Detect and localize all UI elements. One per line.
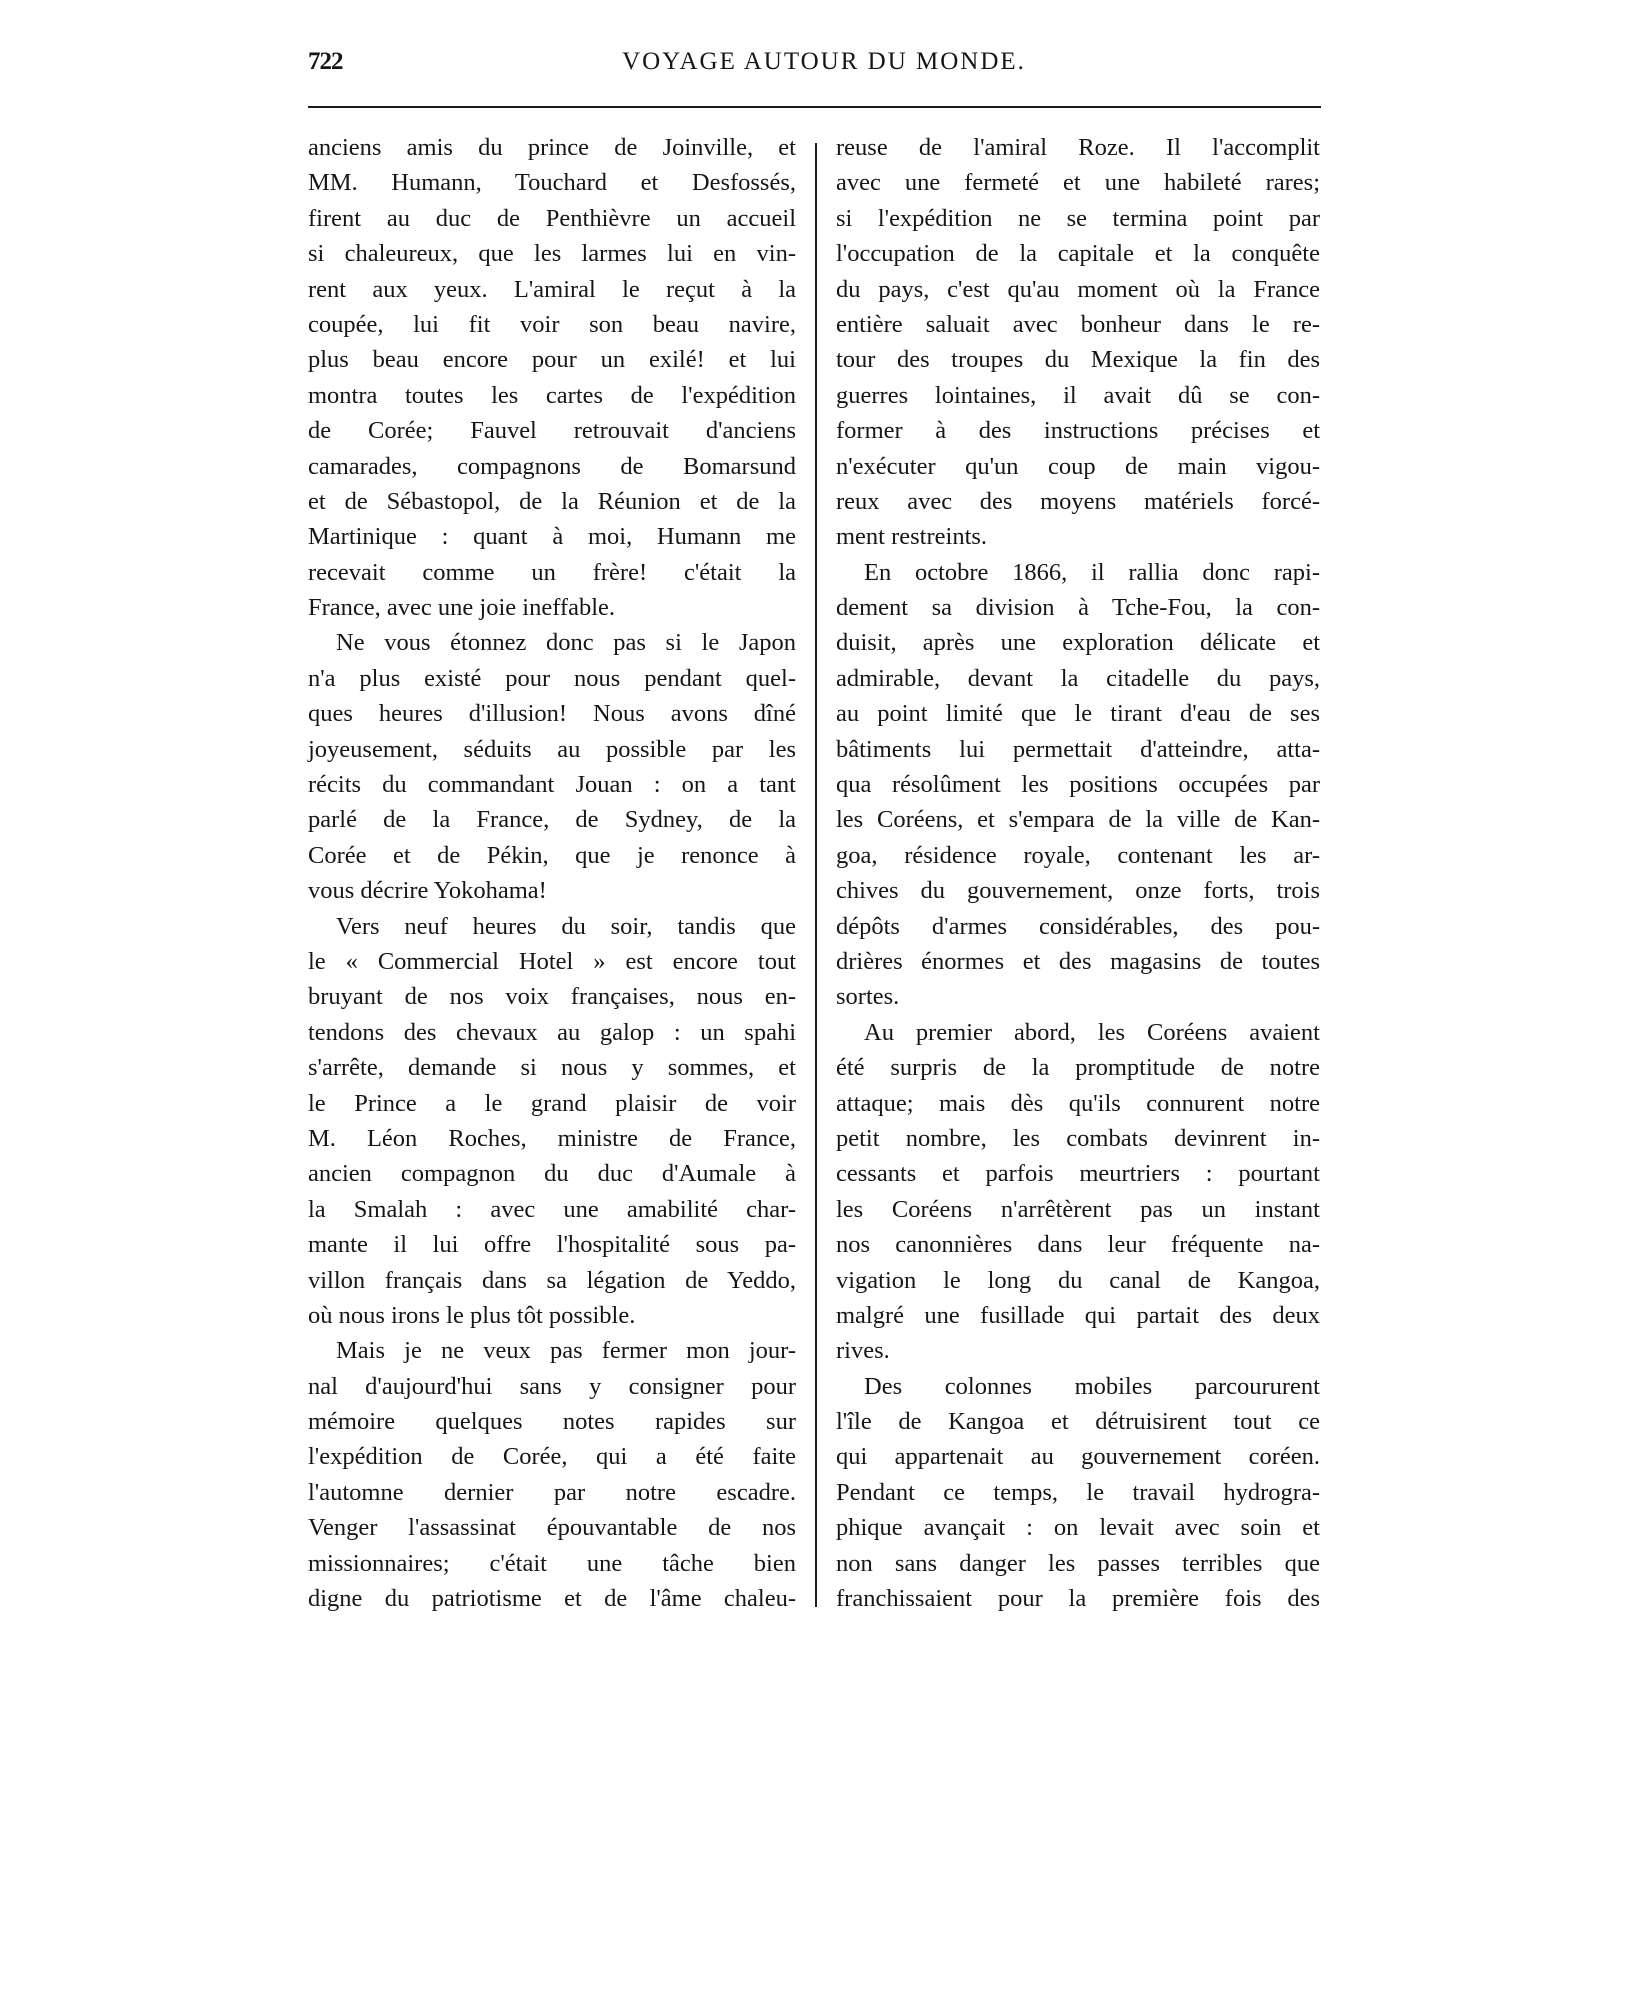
text-line: plus beau encore pour un exilé! et lui — [308, 346, 796, 374]
text-line: Martinique : quant à moi, Humann me — [308, 523, 796, 551]
text-line: n'a plus existé pour nous pendant quel- — [308, 664, 796, 692]
running-title: VOYAGE AUTOUR DU MONDE. — [622, 48, 1026, 75]
text-line: cessants et parfois meurtriers : pourtant — [836, 1160, 1320, 1188]
text-line: vigation le long du canal de Kangoa, — [836, 1266, 1320, 1294]
text-line: vous décrire Yokohama! — [308, 877, 547, 905]
text-line: camarades, compagnons de Bomarsund — [308, 452, 796, 480]
text-line: joyeusement, séduits au possible par les — [308, 735, 796, 763]
text-line: digne du patriotisme et de l'âme chaleu- — [308, 1585, 796, 1613]
text-line: malgré une fusillade qui partait des deux — [836, 1301, 1320, 1329]
text-line: et de Sébastopol, de la Réunion et de la — [308, 487, 796, 515]
text-line: nos canonnières dans leur fréquente na- — [836, 1231, 1320, 1259]
text-line: tendons des chevaux au galop : un spahi — [308, 1018, 796, 1046]
text-line: de Corée; Fauvel retrouvait d'anciens — [308, 417, 796, 445]
text-line: l'automne dernier par notre escadre. — [308, 1478, 796, 1506]
text-line: avec une fermeté et une habileté rares; — [836, 169, 1320, 197]
text-line: tour des troupes du Mexique la fin des — [836, 346, 1320, 374]
text-line: dement sa division à Tche-Fou, la con- — [836, 594, 1320, 622]
text-line: villon français dans sa légation de Yeddo, — [308, 1266, 796, 1294]
text-line: récits du commandant Jouan : on a tant — [308, 771, 796, 799]
text-line: Pendant ce temps, le travail hydrogra- — [836, 1478, 1320, 1506]
text-line: mémoire quelques notes rapides sur — [308, 1408, 796, 1436]
text-line: ques heures d'illusion! Nous avons dîné — [308, 700, 796, 728]
text-line: non sans danger les passes terribles que — [836, 1549, 1320, 1577]
column-divider — [815, 143, 817, 1607]
text-line: reux avec des moyens matériels forcé- — [836, 487, 1320, 515]
text-line: bruyant de nos voix françaises, nous en- — [308, 983, 796, 1011]
text-line: recevait comme un frère! c'était la — [308, 558, 796, 586]
header-rule — [308, 106, 1321, 108]
text-line: chives du gouvernement, onze forts, trois — [836, 877, 1320, 905]
text-line: ment restreints. — [836, 523, 988, 551]
text-line: attaque; mais dès qu'ils connurent notre — [836, 1089, 1320, 1117]
text-line: Ne vous étonnez donc pas si le Japon — [336, 629, 796, 657]
text-line: du pays, c'est qu'au moment où la France — [836, 275, 1320, 303]
text-line: franchissaient pour la première fois des — [836, 1585, 1320, 1613]
text-line: Corée et de Pékin, que je renonce à — [308, 841, 796, 869]
text-line: parlé de la France, de Sydney, de la — [308, 806, 796, 834]
text-line: l'expédition de Corée, qui a été faite — [308, 1443, 796, 1471]
text-line: les Coréens, et s'empara de la ville de Kan- — [836, 806, 1320, 834]
text-line: anciens amis du prince de Joinville, et — [308, 134, 796, 161]
text-line: l'île de Kangoa et détruisirent tout ce — [836, 1408, 1320, 1436]
text-line: goa, résidence royale, contenant les ar- — [836, 841, 1320, 869]
text-line: Des colonnes mobiles parcoururent — [864, 1372, 1320, 1400]
text-line: si chaleureux, que les larmes lui en vin- — [308, 240, 796, 268]
text-line: drières énormes et des magasins de toutes — [836, 947, 1320, 975]
text-line: les Coréens n'arrêtèrent pas un instant — [836, 1195, 1320, 1223]
text-line: En octobre 1866, il rallia donc rapi- — [864, 558, 1320, 586]
text-line: s'arrête, demande si nous y sommes, et — [308, 1054, 796, 1082]
text-line: entière saluait avec bonheur dans le re- — [836, 310, 1320, 338]
text-line: admirable, devant la citadelle du pays, — [836, 664, 1320, 692]
text-line: qui appartenait au gouvernement coréen. — [836, 1443, 1320, 1471]
text-line: M. Léon Roches, ministre de France, — [308, 1124, 796, 1152]
text-line: firent au duc de Penthièvre un accueil — [308, 204, 796, 232]
text-line: guerres lointaines, il avait dû se con- — [836, 381, 1320, 409]
text-line: Vers neuf heures du soir, tandis que — [336, 912, 796, 940]
text-line: coupée, lui fit voir son beau navire, — [308, 310, 796, 338]
text-line: rent aux yeux. L'amiral le reçut à la — [308, 275, 796, 303]
text-line: duisit, après une exploration délicate et — [836, 629, 1320, 657]
text-line: au point limité que le tirant d'eau de ses — [836, 700, 1320, 728]
text-line: dépôts d'armes considérables, des pou- — [836, 912, 1320, 940]
text-line: la Smalah : avec une amabilité char- — [308, 1195, 796, 1223]
text-line: phique avançait : on levait avec soin et — [836, 1514, 1320, 1542]
text-line: ancien compagnon du duc d'Aumale à — [308, 1160, 796, 1188]
text-line: le « Commercial Hotel » est encore tout — [308, 947, 796, 975]
text-line: été surpris de la promptitude de notre — [836, 1054, 1320, 1082]
text-line: Au premier abord, les Coréens avaient — [864, 1018, 1320, 1046]
running-head — [308, 48, 1320, 88]
text-line: sortes. — [836, 983, 900, 1011]
text-line: former à des instructions précises et — [836, 417, 1320, 445]
text-line: mante il lui offre l'hospitalité sous pa- — [308, 1231, 796, 1259]
text-line: si l'expédition ne se termina point par — [836, 204, 1320, 232]
page-number: 722 — [308, 48, 343, 75]
text-line: petit nombre, les combats devinrent in- — [836, 1124, 1320, 1152]
text-line: reuse de l'amiral Roze. Il l'accomplit — [836, 134, 1320, 161]
right-column — [836, 130, 1320, 1616]
text-line: rives. — [836, 1337, 890, 1365]
text-line: Mais je ne veux pas fermer mon jour- — [336, 1337, 796, 1365]
text-line: n'exécuter qu'un coup de main vigou- — [836, 452, 1320, 480]
text-line: bâtiments lui permettait d'atteindre, atta- — [836, 735, 1320, 763]
text-line: missionnaires; c'était une tâche bien — [308, 1549, 796, 1577]
text-line: où nous irons le plus tôt possible. — [308, 1301, 636, 1329]
text-line: nal d'aujourd'hui sans y consigner pour — [308, 1372, 796, 1400]
text-line: Venger l'assassinat épouvantable de nos — [308, 1514, 796, 1542]
text-line: France, avec une joie ineffable. — [308, 594, 616, 622]
text-line: MM. Humann, Touchard et Desfossés, — [308, 169, 796, 197]
left-column — [308, 130, 796, 1616]
text-line: montra toutes les cartes de l'expédition — [308, 381, 796, 409]
text-line: l'occupation de la capitale et la conquête — [836, 240, 1320, 268]
text-line: qua résolûment les positions occupées par — [836, 771, 1320, 799]
text-line: le Prince a le grand plaisir de voir — [308, 1089, 796, 1117]
